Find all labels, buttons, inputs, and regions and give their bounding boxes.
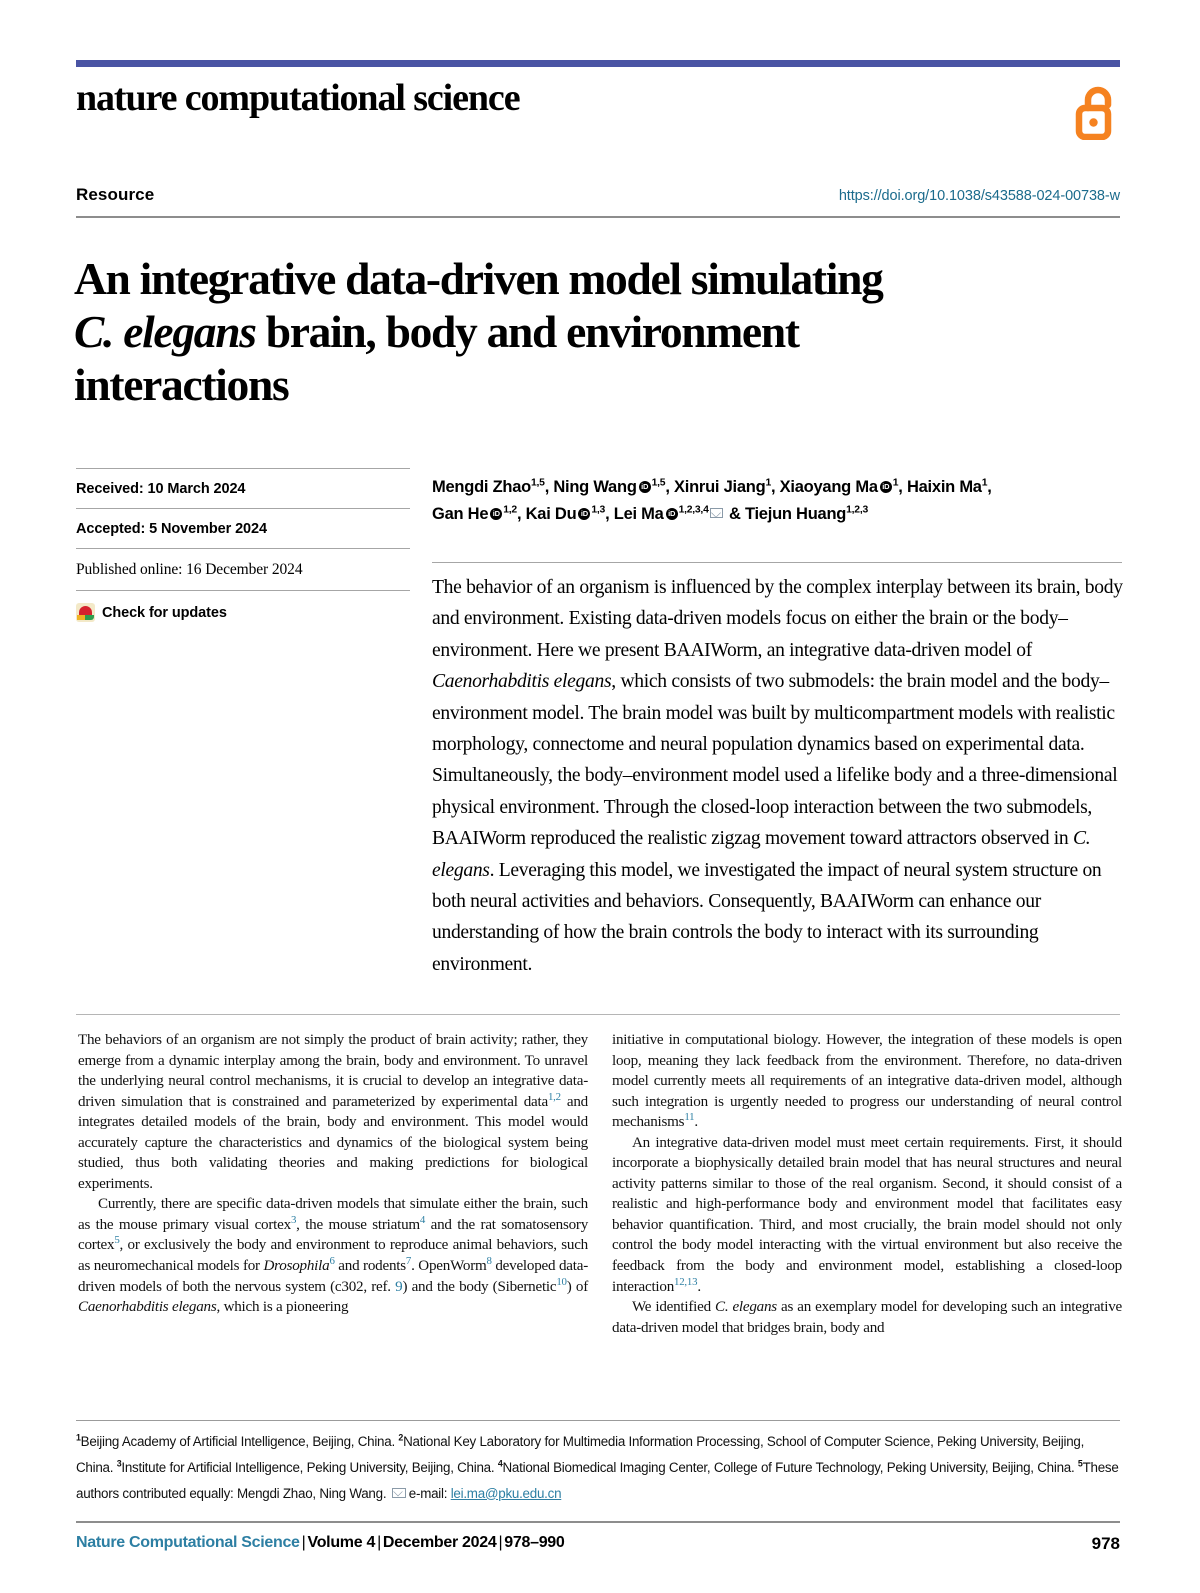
author-name: , Xinrui Jiang xyxy=(665,478,766,496)
paragraph xyxy=(78,1030,588,1194)
affiliation-sup: 2 xyxy=(398,1432,404,1443)
footer-issue-date: December 2024 xyxy=(382,1534,497,1551)
crossmark-icon xyxy=(76,603,95,622)
title-line-1: An integrative data-driven model simulating xyxy=(74,253,883,305)
footer-separator: | xyxy=(498,1534,503,1551)
page-footer xyxy=(76,1534,1120,1564)
body-text: The behaviors of an organism are not simply the product of brain activity; rather, they emerge from a dynamic interplay among the brain, body and environment. To unravel the underlying neural control mechanisms, it is crucial to develop an integrative data-driven simulation that is constrained and parameterized by experimental data xyxy=(78,1032,588,1110)
received-date: Received: 10 March 2024 xyxy=(76,481,246,497)
body-text: and the rat somatosensory cortex xyxy=(78,1216,589,1254)
body-text: initiative in computational biology. However, the integration of these models is open loop, meaning they lack feedback from the environment. Therefore, no data-driven model currently meets all requirements of an integrative data-driven model, although such integration is urgently needed to progress our understanding of neural control mechanisms xyxy=(612,1032,1122,1131)
accepted-date: Accepted: 5 November 2024 xyxy=(76,521,267,537)
citation-ref[interactable]: 4 xyxy=(419,1213,426,1226)
affiliation-text: Institute for Artificial Intelligence, Peking University, Beijing, China. xyxy=(121,1459,498,1475)
author-name: Mengdi Zhao xyxy=(432,478,531,496)
author-affil-sup: 1 xyxy=(765,477,771,489)
body-text: . OpenWorm xyxy=(411,1258,487,1275)
affiliation-text: National Biomedical Imaging Center, College of Future Technology, Peking University, Beijing, China. xyxy=(502,1459,1078,1475)
orcid-icon[interactable] xyxy=(490,508,502,520)
body-text: Currently, there are specific data-driven models that simulate either the brain, such as the mouse primary visual cortex xyxy=(78,1196,588,1233)
body-column-left xyxy=(78,1030,588,1318)
footer-citation xyxy=(76,1534,565,1552)
affiliation-sup: 1 xyxy=(76,1432,81,1443)
corresponding-author-envelope-icon[interactable] xyxy=(710,508,723,518)
title-line-3: interactions xyxy=(74,359,289,411)
citation-ref[interactable]: 3 xyxy=(290,1213,297,1226)
abstract-text-2: , which consists of two submodels: the brain model and the body–environment model. The brain model was built by multicompartment models with realistic morphology, connectome and neural population dynamics based on experimental data. Simultaneously, the body–environment model used a lifelike body and a three-dimensional physical environment. Through the closed-loop interaction between the two submodels, BAAIWorm reproduced the realistic zigzag movement toward attractors observed in xyxy=(432,671,1118,850)
body-text: and rodents xyxy=(334,1258,406,1275)
citation-ref[interactable]: 10 xyxy=(556,1275,567,1288)
article-type-label: Resource xyxy=(76,185,155,204)
body-text: and integrates detailed models of the brain, body and environment. This model would accurately capture the characteristics and dynamics of the biological system being studied, thus both validating theories and making predictions for biological experiments. xyxy=(78,1093,588,1192)
body-text: ) and the body (Sibernetic xyxy=(402,1278,557,1295)
author-name: , Kai Du xyxy=(516,505,577,523)
author-affil-sup: 1 xyxy=(981,477,988,489)
journal-masthead-title: nature computational science xyxy=(76,77,520,119)
citation-ref[interactable]: 1,2 xyxy=(547,1090,561,1103)
author-name: , Ning Wang xyxy=(544,478,637,496)
body-text: . xyxy=(694,1114,698,1131)
title-line-2: brain, body and environment xyxy=(255,306,799,358)
page-number: 978 xyxy=(1091,1534,1120,1553)
citation-ref[interactable]: 11 xyxy=(684,1111,695,1124)
footer-journal-name[interactable]: Nature Computational Science xyxy=(76,1534,300,1551)
footer-divider xyxy=(76,1521,1120,1523)
type-divider xyxy=(76,216,1120,218)
author-affil-sup: 1,2,3 xyxy=(846,504,868,516)
body-text: , which is a pioneering xyxy=(216,1299,349,1316)
abstract xyxy=(432,572,1126,980)
body-italic: C. elegans xyxy=(714,1299,777,1316)
corresponding-email-link[interactable]: lei.ma@pku.edu.cn xyxy=(450,1485,562,1501)
check-for-updates-label: Check for updates xyxy=(102,604,227,621)
body-text: as an exemplary model for developing such an integrative data-driven model that bridges brain, body and xyxy=(612,1299,1123,1336)
orcid-icon[interactable] xyxy=(578,508,590,520)
affiliation-sup: 4 xyxy=(497,1458,503,1469)
affiliation-sup: 3 xyxy=(116,1458,122,1469)
doi-link[interactable]: https://doi.org/10.1038/s43588-024-00738-w xyxy=(838,188,1120,204)
author-affil-sup: 1,2,3,4 xyxy=(678,504,709,516)
body-text: ) of xyxy=(566,1278,588,1295)
citation-ref[interactable]: 5 xyxy=(114,1234,120,1247)
author-name: , Xiaoyang Ma xyxy=(770,478,878,496)
body-divider xyxy=(76,1014,1120,1015)
affiliation-text: National Key Laboratory for Multimedia Information Processing, School of Computer Science, Peking University, Beijing, China. xyxy=(76,1434,1085,1475)
author-affil-sup: 1,3 xyxy=(591,504,606,516)
body-column-right xyxy=(612,1030,1122,1338)
paragraph xyxy=(612,1030,1122,1133)
authors-divider xyxy=(432,562,1122,563)
author-name: & Tiejun Huang xyxy=(728,505,847,523)
body-italic: Caenorhabditis elegans xyxy=(78,1299,217,1316)
author-name: , Lei Ma xyxy=(605,505,664,523)
citation-ref[interactable]: 12,13 xyxy=(674,1275,698,1288)
author-affil-sup: 1,5 xyxy=(651,477,666,489)
published-date: Published online: 16 December 2024 xyxy=(76,561,303,578)
check-for-updates-button[interactable] xyxy=(76,591,410,633)
author-sep: , xyxy=(987,478,992,496)
abstract-species-2: C. elegans xyxy=(432,828,1091,881)
footer-volume: Volume 4 xyxy=(307,1534,376,1551)
citation-ref[interactable]: 8 xyxy=(486,1254,492,1267)
author-affil-sup: 1,5 xyxy=(531,477,545,489)
body-italic: Drosophila xyxy=(263,1258,330,1275)
paragraph xyxy=(78,1194,588,1317)
title-species: C. elegans xyxy=(74,306,256,358)
footer-page-range: 978–990 xyxy=(504,1534,565,1551)
abstract-text-1: The behavior of an organism is influenced by the complex interplay between its brain, body and environment. Existing data-driven models focus on either the brain or the body–environment. Here we present BAAIWorm, an integrative data-driven model of xyxy=(432,577,1123,661)
article-type-row xyxy=(76,185,1120,215)
citation-ref[interactable]: 9 xyxy=(395,1278,403,1295)
orcid-icon[interactable] xyxy=(666,508,678,520)
body-text: , the mouse striatum xyxy=(296,1216,420,1233)
citation-ref[interactable]: 6 xyxy=(329,1254,335,1267)
affiliation-text: These authors contributed equally: Mengdi Zhao, Ning Wang. xyxy=(76,1459,1119,1501)
body-text: We identified xyxy=(632,1299,715,1316)
article-metadata xyxy=(76,468,410,633)
page-title xyxy=(74,252,1134,411)
masthead-rule xyxy=(76,60,1120,67)
orcid-icon[interactable] xyxy=(639,481,651,493)
paragraph xyxy=(612,1133,1122,1297)
body-text: developed data-driven models of both the nervous system (c302, ref. xyxy=(78,1258,588,1295)
footer-separator: | xyxy=(301,1534,306,1551)
body-text: , or exclusively the body and environment to reproduce animal behaviors, such as neuromechanical models for xyxy=(78,1237,588,1275)
affiliations xyxy=(76,1429,1122,1506)
orcid-icon[interactable] xyxy=(880,481,892,493)
affiliation-sup: 5 xyxy=(1077,1458,1083,1469)
author-name: Gan He xyxy=(432,505,489,523)
paragraph xyxy=(612,1297,1122,1338)
affiliation-text: Beijing Academy of Artificial Intelligence, Beijing, China. xyxy=(80,1434,399,1449)
author-affil-sup: 1 xyxy=(892,477,899,489)
author-list xyxy=(432,474,1122,528)
abstract-species-1: Caenorhabditis elegans xyxy=(432,671,612,693)
author-affil-sup: 1,2 xyxy=(503,504,517,516)
citation-ref[interactable]: 7 xyxy=(405,1254,412,1267)
email-label: e-mail: xyxy=(408,1485,451,1501)
body-text: An integrative data-driven model must meet certain requirements. First, it should incorporate a biophysically detailed brain model that has neural structures and neural activity patterns similar to those of the real organism. Second, it should consist of a realistic and high-performance body and environment model that facilitates easy behavior quantification. Third, and most crucially, the brain model should not only control the body model interacting with the virtual environment but also receive the feedback from the body and environment model, establishing a closed-loop interaction xyxy=(612,1134,1122,1295)
footer-separator: | xyxy=(377,1534,381,1551)
body-text: . xyxy=(697,1278,701,1295)
open-access-lock-icon xyxy=(1074,84,1122,140)
affiliations-divider xyxy=(76,1420,1120,1421)
abstract-text-3: . Leveraging this model, we investigated the impact of neural system structure on both neural activities and behaviors. Consequently, BAAIWorm can enhance our understanding of how the brain controls the body to interact with its surrounding environment. xyxy=(432,859,1102,975)
author-name: , Haixin Ma xyxy=(898,478,982,496)
email-envelope-icon xyxy=(392,1488,406,1498)
